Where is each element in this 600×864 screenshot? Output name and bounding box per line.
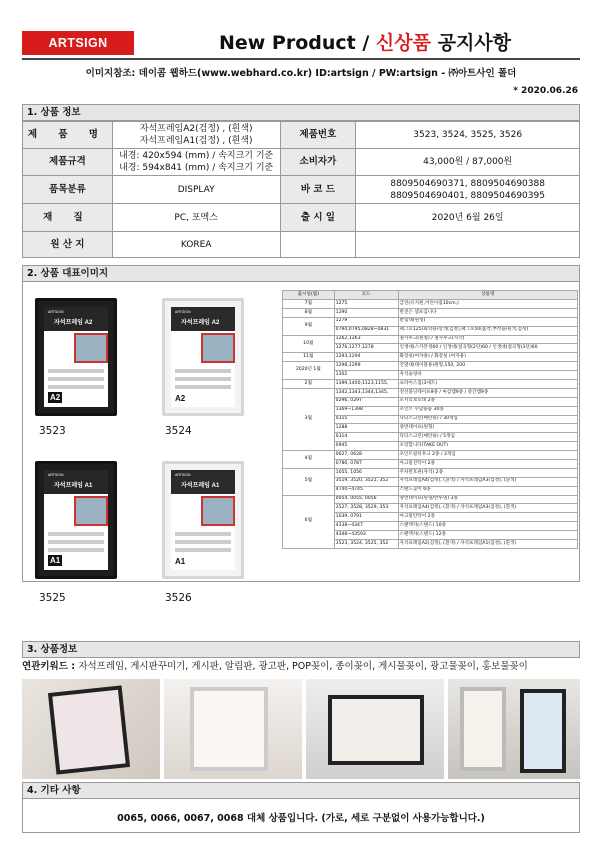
section-product-detail-header: 3. 상품정보 <box>22 641 580 658</box>
product-image-3524: ARTSIGN 자석프레임 A2 A2 <box>162 298 244 416</box>
table-row: 0786, 0787 아크릴진탁이 2종 <box>283 460 578 469</box>
section-product-info-header: 1. 상품 정보 <box>22 104 580 121</box>
table-row: 7월 1275 급연(유지원,어린이집10cm,) <box>283 300 578 309</box>
table-row: 9월 1279 받침대(원형) <box>283 317 578 326</box>
title-prefix: New Product / <box>218 32 376 54</box>
price-value: 43,000원 / 87,000원 <box>356 149 580 176</box>
table-row: 0945 포장합니다(TAKE OUT) <box>283 442 578 451</box>
table-row: 4338~4347 스탠액자(스탠드) 10종 <box>283 522 578 531</box>
image-reference-note: 이미지참조: 데이콤 웹하드(www.webhard.co.kr) ID:artsign / PW:artsign - ㈜아트사인 폴더 <box>85 68 517 79</box>
origin-value: KOREA <box>112 232 280 258</box>
table-row: 1288 양면테이프(원형) <box>283 424 578 433</box>
table-row: 5월 1055, 1056 주차번호판(자석) 2종 <box>283 468 578 477</box>
section-representative-image-header: 2. 상품 대표이미지 <box>22 265 580 282</box>
table-row: 0315 닥터스크린(메탄용) / 30개입 <box>283 415 578 424</box>
table-row: 4740~4745 스탠드꽂이 6종 <box>283 486 578 495</box>
artsign-logo: ARTSIGN <box>22 31 134 55</box>
history-header-code: 코드 <box>334 291 398 300</box>
spec-label: 제품규격 <box>23 149 113 176</box>
table-row: 2월 1399,1400,1123,1155, 프라이스칩(3세트) <box>283 380 578 389</box>
table-row: 3월 1342,1343,1344,1345, 전선몰딩테이프9종 / 마감캡9종 / 중간캡9종 <box>283 388 578 397</box>
keywords-label: 연관키워드 : <box>22 661 79 672</box>
table-row: 4월 0627, 0628 포인트릴티후크 2종 / 3개입 <box>283 451 578 460</box>
product-code-value: 3523, 3524, 3525, 3526 <box>356 122 580 149</box>
product-number-3525: 3525 <box>39 592 66 604</box>
usage-photos <box>22 679 580 779</box>
table-row: 4348~43593 스탠액자(스탠드) 12종 <box>283 531 578 540</box>
product-name-value: 자석프레임A2(검정) , (흰색) 자석프레임A1(검정) , (흰색) <box>112 122 280 149</box>
table-row: 11월 1293,1294 화장실(여자용) / 화장실 (여자용) <box>283 353 578 362</box>
category-value: DISPLAY <box>112 176 280 204</box>
product-info-table <box>22 121 580 258</box>
table-row: 0794,0795,0828~0831 패그포125(화학용/장색(검정),패그포50(흡착,부착용/원색,검정) <box>283 326 578 335</box>
usage-photo-1 <box>22 679 160 779</box>
title-suffix: 공지사항 <box>430 32 512 54</box>
usage-photo-4 <box>448 679 580 779</box>
related-keywords <box>22 658 580 672</box>
table-row: 10월 1262,1263 철사후크(원형) / 철사후크(사각) <box>283 335 578 344</box>
history-header-month: 출시일(월) <box>283 291 335 300</box>
section-misc-header: 4. 기타 사항 <box>22 782 580 799</box>
product-number-3524: 3524 <box>165 425 192 437</box>
table-row: 3523, 3524, 3525, 352 자석프레임A2(검정), (흰색) / 자석프레임A1(검정), (흰색) <box>283 540 578 549</box>
category-label: 품목분류 <box>23 176 113 204</box>
release-date-value: 2020년 6월 26일 <box>356 204 580 232</box>
table-row: 0314 닥터스크린(메탄용) / 5개입 <box>283 433 578 442</box>
table-row: 2020년 1월 1298,1299 진열대(테이블용)원형,150, 200 <box>283 362 578 371</box>
notice-date: * 2020.06.26 <box>513 86 578 96</box>
product-name-label: 제 품 명 <box>23 122 113 149</box>
table-row: 1302 자석슬링바 <box>283 371 578 380</box>
material-label: 재 질 <box>23 204 113 232</box>
material-value: PC, 포멕스 <box>112 204 280 232</box>
usage-photo-3 <box>306 679 444 779</box>
product-image-3523: ARTSIGN 자석프레임 A2 A2 <box>35 298 117 416</box>
barcode-label: 바 코 드 <box>280 176 356 204</box>
title-highlight: 신상품 <box>375 32 431 54</box>
page-title <box>150 31 580 55</box>
spec-value: 내경: 420x594 (mm) / 속지크기 기준 내경: 594x841 (mm) / 속지크기 기준 <box>112 149 280 176</box>
table-row: 1369~1398 포인트 수납용품 30종 <box>283 406 578 415</box>
product-number-3523: 3523 <box>39 425 66 437</box>
barcode-value: 8809504690371, 8809504690388 8809504690401, 8809504690395 <box>356 176 580 204</box>
table-row: 6월 0054, 0055, 0056 양면테이프(원형/반투명) 3종 <box>283 495 578 504</box>
replacement-note: 0065, 0066, 0067, 0068 대체 상품입니다. (가로, 세로 구분없이 사용가능합니다.) <box>117 813 485 824</box>
product-image-3526: ARTSIGN 자석프레임 A1 A1 <box>162 461 244 579</box>
history-header-name: 상품명 <box>398 291 577 300</box>
table-row: 1276,1277,1278 인생대(스카본정60 / 인생대(절곡형(2단)60 / 인생대(절곡형(3단)60 <box>283 344 578 353</box>
table-row: 0296, 0297 모서리보호대 2종 <box>283 397 578 406</box>
usage-photo-2 <box>164 679 302 779</box>
release-history-table <box>282 290 578 549</box>
table-row: 3527, 3528, 3529, 353 자석프레임A4(검정), (흰색) / 자석프레임A3(검정), (흰색) <box>283 504 578 513</box>
product-number-3526: 3526 <box>165 592 192 604</box>
release-date-label: 출 시 일 <box>280 204 356 232</box>
origin-label: 원 산 지 <box>23 232 113 258</box>
price-label: 소비자가 <box>280 149 356 176</box>
title-divider <box>22 58 580 60</box>
product-image-3525: ARTSIGN 자석프레임 A1 A1 <box>35 461 117 579</box>
table-row: 1039, 0791 아크릴탄탁이 2종 <box>283 513 578 522</box>
keywords-value: 자석프레임, 게시판꾸미기, 게시판, 알림판, 광고판, POP꽂이, 종이꽂이, 게시물꽂이, 광고물꽂이, 홍보물꽂이 <box>78 661 528 672</box>
table-row: 3519, 3520, 3521, 352 자석프레임A4(검정), (흰색) / 자석프레임A3(검정), (흰색) <box>283 477 578 486</box>
table-row: 8월 1290 반전은 셀프입니다 <box>283 308 578 317</box>
product-code-label: 제품번호 <box>280 122 356 149</box>
